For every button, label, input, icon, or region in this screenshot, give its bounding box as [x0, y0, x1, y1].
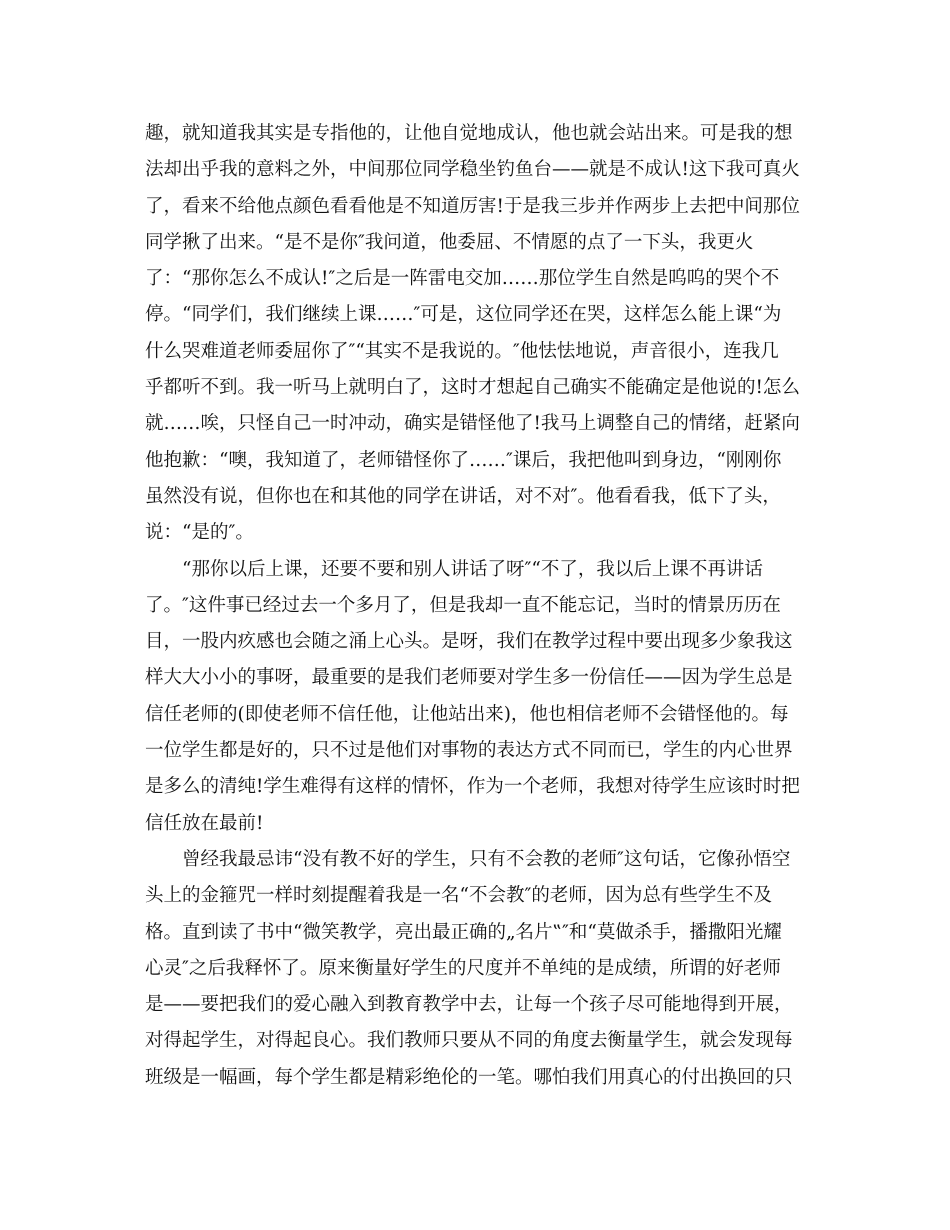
text-line: 趣，就知道我其实是专指他的，让他自觉地成认，他也就会站出来。可是我的想	[145, 123, 793, 144]
text-line: 是多么的清纯!学生难得有这样的情怀，作为一个老师，我想对待学生应该时时把	[145, 776, 800, 798]
text-line: 心灵″之后我释怀了。原来衡量好学生的尺度并不单纯的是成绩，所谓的好老师	[145, 957, 781, 979]
text-line: 了。″这件事已经过去一个多月了，但是我却一直不能忘记，当时的情景历历在	[145, 594, 781, 616]
text-line: 对得起学生，对得起良心。我们教师只要从不同的角度去衡量学生，就会发现每	[145, 1030, 793, 1052]
text-line: 说：“是的″。	[145, 522, 254, 544]
paragraph	[145, 552, 807, 842]
text-line: 他抱歉：“噢，我知道了，老师错怪你了……″课后，我把他叫到身边，“刚刚你	[145, 449, 782, 471]
text-line: 样大大小小的事呀，最重要的是我们老师要对学生多一份信任——因为学生总是	[145, 667, 793, 689]
text-line: 格。直到读了书中“微笑教学，亮出最正确的„名片‟″和“莫做杀手，播撒阳光耀	[145, 921, 782, 943]
text-line: 曾经我最忌讳“没有教不好的学生，只有不会教的老师″这句话，它像孙悟空	[182, 848, 791, 870]
text-line: 班级是一幅画，每个学生都是精彩绝伦的一笔。哪怕我们用真心的付出换回的只	[145, 1066, 793, 1088]
text-line: 什么哭难道老师委屈你了″“其实不是我说的。″他怯怯地说，声音很小，连我几	[145, 340, 779, 362]
text-line: 了：“那你怎么不成认!″之后是一阵雷电交加……那位学生自然是呜呜的哭个不	[145, 268, 780, 290]
text-line: 头上的金箍咒一样时刻提醒着我是一名“不会教″的老师，因为总有些学生不及	[145, 885, 772, 907]
text-line: 信任老师的(即使老师不信任他，让他站出来)，他也相信老师不会错怪他的。每	[145, 703, 789, 725]
text-line: 了，看来不给他点颜色看看他是不知道厉害!于是我三步并作两步上去把中间那位	[145, 195, 800, 217]
text-line: 是——要把我们的爱心融入到教育教学中去，让每一个孩子尽可能地得到开展，	[145, 994, 793, 1016]
text-line: 同学揪了出来。“是不是你″我问道，他委屈、不情愿的点了一下头，我更火	[145, 231, 754, 253]
text-line: 停。“同学们，我们继续上课……″可是，这位同学还在哭，这样怎么能上课“为	[145, 304, 782, 326]
text-line: 目，一股内疚感也会随之涌上心头。是呀，我们在教学过程中要出现多少象我这	[145, 631, 793, 653]
text-line: 一位学生都是好的，只不过是他们对事物的表达方式不同而已，学生的内心世界	[145, 740, 793, 762]
text-line: 信任放在最前!	[145, 812, 264, 834]
paragraph	[145, 116, 807, 552]
text-line: “那你以后上课，还要不要和别人讲话了呀″“不了，我以后上课不再讲话	[182, 558, 763, 580]
document-body	[145, 116, 807, 1096]
paragraph	[145, 842, 807, 1096]
text-line: 就……唉，只怪自己一时冲动，确实是错怪他了!我马上调整自己的情绪，赶紧向	[145, 413, 800, 435]
text-line: 乎都听不到。我一听马上就明白了，这时才想起自己确实不能确定是他说的!怎么	[145, 377, 800, 399]
text-line: 法却出乎我的意料之外，中间那位同学稳坐钓鱼台——就是不成认!这下我可真火	[145, 159, 800, 181]
text-line: 虽然没有说，但你也在和其他的同学在讲话，对不对″。他看看我，低下了头，	[145, 485, 781, 507]
